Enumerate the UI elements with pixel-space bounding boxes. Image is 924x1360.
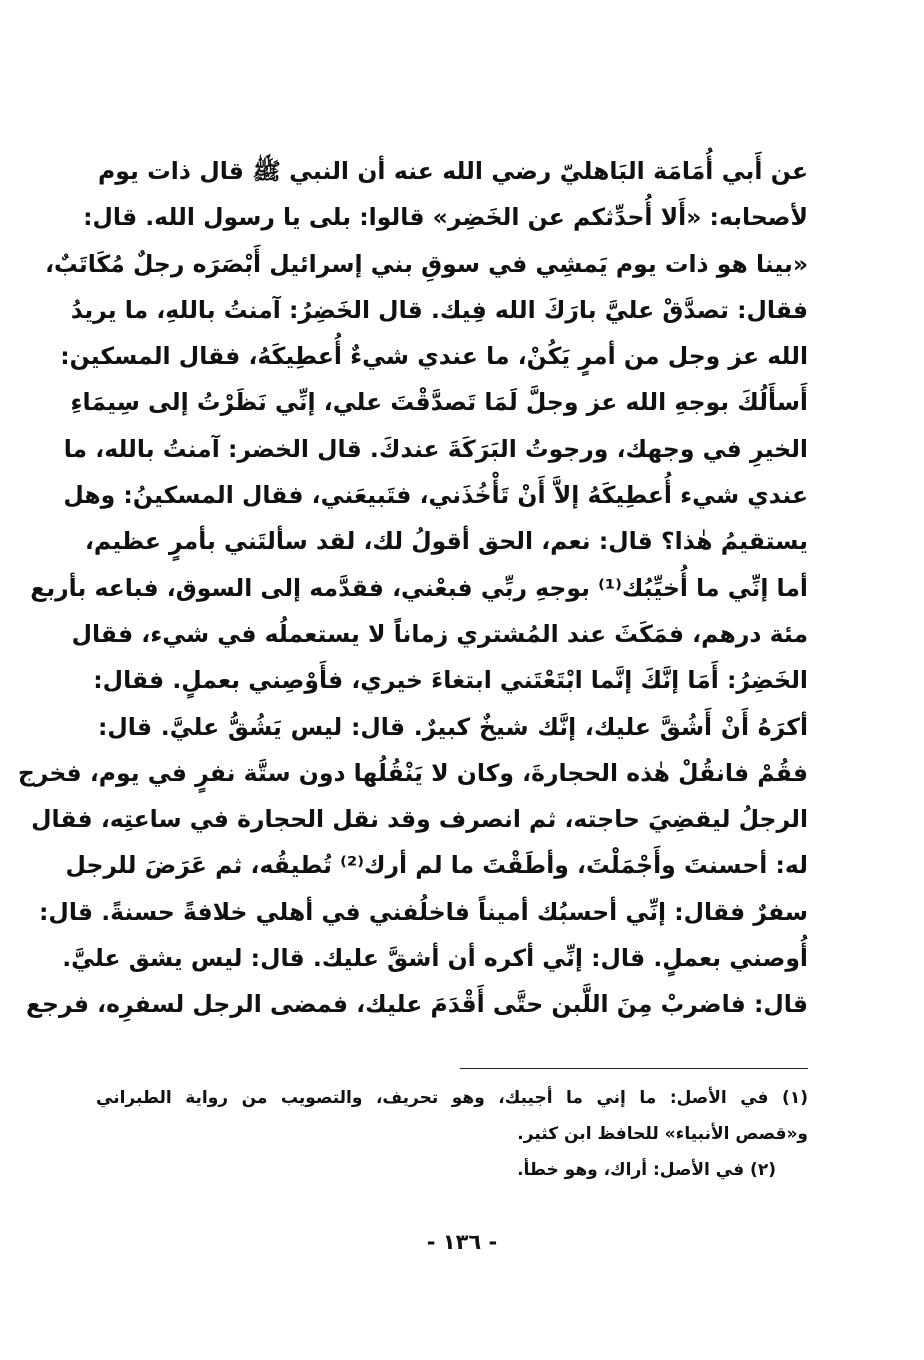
text-line: أما إنِّي ما أُخيِّبُك⁽¹⁾ بوجهِ ربِّي فبعْني، فقدَّمه إلى السوق، فباعه بأربع [30,573,808,602]
page-number: - ١٣٦ - [426,1230,498,1254]
text-line: الخَضِرُ: أَمَا إنَّكَ إنَّما ابْتَعْتَني ابتغاءَ خيري، فأَوْصِني بعملٍ. فقال: [93,666,808,695]
footnote-2: (٢) في الأصل: أراك، وهو خطأ. [517,1160,776,1180]
text-line: أكرَهُ أَنْ أَشُقَّ عليك، إنَّك شيخٌ كبيرٌ. قال: ليس يَشُقُّ عليَّ. قال: [98,712,808,741]
text-line: مئة درهم، فمَكَثَ عند المُشتري زماناً لا يستعملُه في شيء، فقال [71,619,808,648]
main-text-block [17,148,808,1028]
footnote-1-line-1: (١) في الأصل: ما إني ما أجيبك، وهو تحريف، والتصويب من رواية الطبراني [96,1088,808,1108]
text-line: له: أحسنتَ وأَجْمَلْتَ، وأطَقْتَ ما لم أرك⁽²⁾ تُطيقُه، ثم عَرَضَ للرجل [65,851,808,880]
text-line: «بينا هو ذات يوم يَمشِي في سوقِ بني إسرائيل أَبْصَرَه رجلٌ مُكَاتَبٌ، [45,249,808,278]
text-line: لأصحابه: «أَلا أُحدِّثكم عن الخَضِر» قالوا: بلى يا رسول الله. قال: [83,203,808,232]
text-line: يستقيمُ هٰذا؟ قال: نعم، الحق أقولُ لك، لقد سألتَني بأمرٍ عظيم، [84,527,808,556]
text-line: الرجلُ ليقضِيَ حاجته، ثم انصرف وقد نقل الحجارة في ساعتِه، فقال [31,805,808,834]
text-line: أَسأَلُكَ بوجهِ الله عز وجلَّ لَمَا تَصدَّقْتَ علي، إنِّي نَظَرْتُ إلى سِيمَاءِ [70,388,808,417]
footnote-divider [460,1068,808,1069]
text-line: فقُمْ فانقُلْ هٰذه الحجارةَ، وكان لا يَنْقُلُها دون ستَّة نفرٍ في يوم، فخرج [17,758,808,787]
text-line: عن أَبي أُمَامَة البَاهليّ رضي الله عنه أن النبي ﷺ قال ذات يوم [98,157,808,185]
text-line: سفرٌ فقال: إنِّي أحسبُك أميناً فاخلُفني في أهلي خلافةً حسنةً. قال: [39,897,808,926]
footnote-1-line-2: و«قصص الأنبياء» للحافظ ابن كثير. [517,1124,808,1144]
text-line: الله عز وجل من أمرٍ يَكُنْ، ما عندي شيءٌ أُعطِيكَهُ، فقال المسكين: [60,342,808,371]
text-line: الخيرِ في وجهك، ورجوتُ البَرَكَةَ عندكَ. قال الخضر: آمنتُ بالله، ما [63,434,808,463]
footnotes-block [96,1080,808,1188]
text-line: قال: فاضربْ مِنَ اللَّبن حتَّى أَقْدَمَ عليك، فمضى الرجل لسفرِه، فرجع [25,990,808,1019]
text-line: عندي شيء أُعطِيكَهُ إلاَّ أَنْ تَأْخُذَني، فتَبيعَني، فقال المسكينُ: وهل [63,481,808,510]
text-line: أُوصني بعملٍ. قال: إنِّي أكره أن أشقَّ عليك. قال: ليس يشق عليَّ. [62,944,808,973]
text-line: فقال: تصدَّقْ عليَّ بارَكَ الله فِيك. قال الخَضِرُ: آمنتُ باللهِ، ما يريدُ [70,295,808,324]
